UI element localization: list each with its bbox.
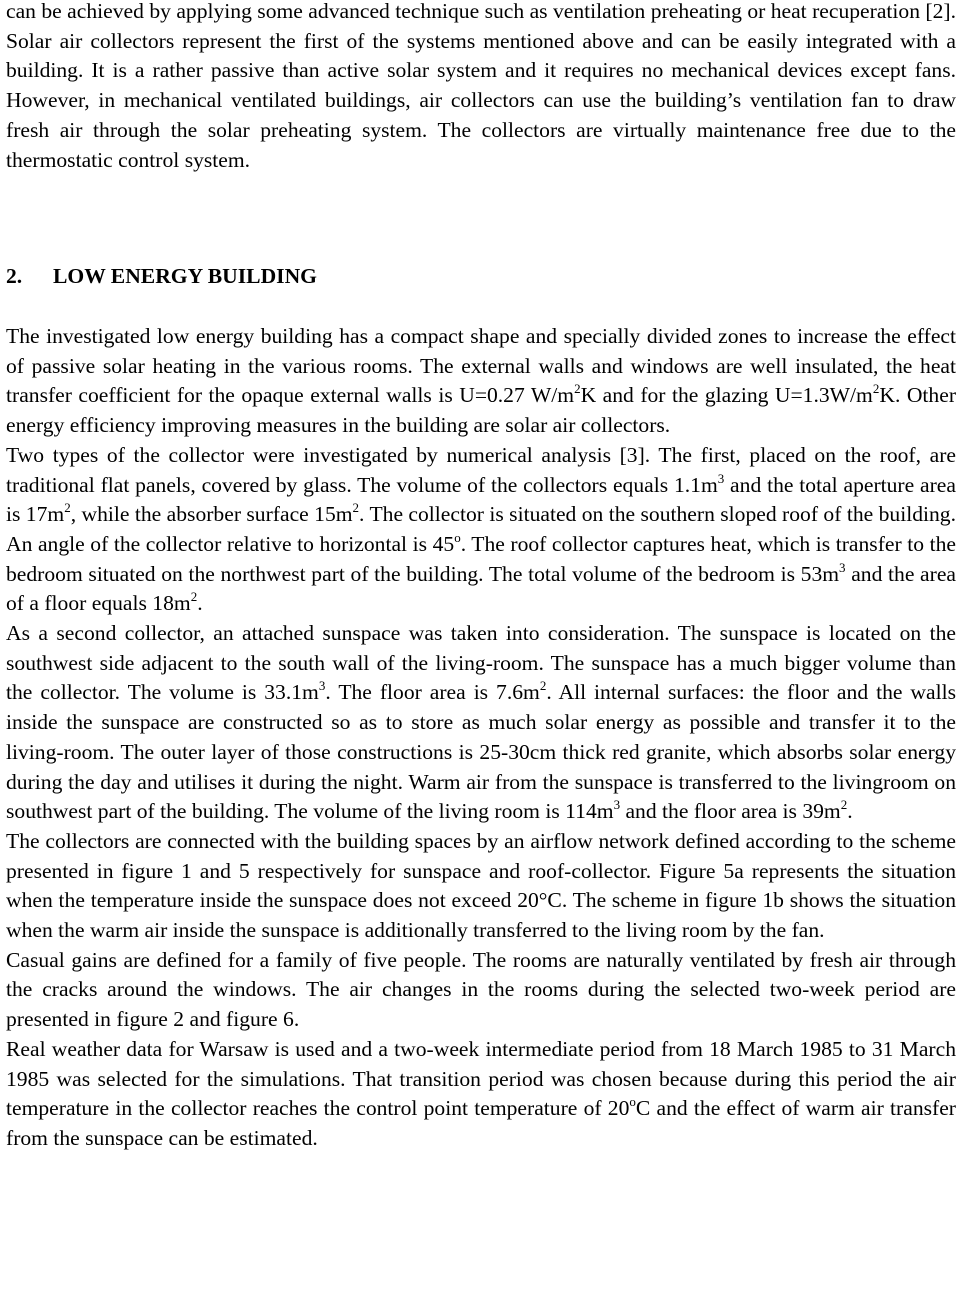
text-run: . All internal surfaces: the floor and the walls inside the sunspace are constructed so as to store as much solar energy as possible and transfer it to the living-room. The outer layer of those constructions is 25-30cm thick red granite, which absorbs solar energy during the day and utilises it during the night. Warm air from the sunspace is transferred to the livingroom on southwest part of the building. The volume of the living room is 114m — [6, 680, 956, 824]
section-title: LOW ENERGY BUILDING — [53, 264, 317, 288]
superscript: 3 — [318, 678, 326, 694]
text-run: . — [847, 799, 853, 824]
superscript: 2 — [539, 678, 547, 694]
text-run: , while the absorber surface 15m — [70, 502, 353, 527]
superscript: 2 — [190, 589, 198, 605]
section-heading — [6, 262, 317, 292]
text-run: and the floor area is 39m — [620, 799, 841, 824]
document-page — [6, 0, 957, 1150]
text-run: K and for the glazing U=1.3W/m — [580, 383, 873, 408]
paragraph-sunspace — [6, 619, 956, 827]
superscript: 3 — [839, 559, 846, 575]
superscript: 2 — [574, 381, 581, 397]
text-run: C and the effect of warm air transfer from the sunspace can be estimated. — [6, 1096, 956, 1150]
paragraph-weather-data — [6, 1035, 956, 1154]
superscript: o — [629, 1094, 636, 1110]
text-run: . The floor area is 7.6m — [325, 680, 540, 705]
paragraph-roof-collector — [6, 441, 956, 619]
text-run: K. Other energy efficiency improving measures in the building are solar air collectors. — [6, 383, 957, 438]
text-run: The investigated low energy building has a compact shape and specially divided zones to increase the effect of passive solar heating in the various rooms. The external walls and windows are well insulated, the heat transfer coefficient for the opaque external walls is U=0.27 W/m — [6, 324, 956, 408]
section-number: 2. — [6, 264, 23, 288]
paragraph-airflow-network: The collectors are connected with the building spaces by an airflow network defined according to the scheme presented in figure 1 and 5 respectively for sunspace and roof-collector. Figure 5a represents the situation when the temperature inside the sunspace does not exceed 20°C. The scheme in figure 1b shows the situation when the warm air inside the sunspace is additionally transferred to the living room by the fan. — [6, 828, 956, 943]
intro-paragraph: can be achieved by applying some advanced technique such as ventilation preheating or heat recuperation [2]. Solar air collectors represent the first of the systems mentioned above and can be easily integrated with a building. It is a rather passive than active solar system and it requires no mechanical devices except fans. However, in mechanical ventilated buildings, air collectors can use the building’s ventilation fan to draw fresh air through the solar preheating system. The collectors are virtually maintenance free due to the thermostatic control system. — [6, 0, 956, 172]
text-run: . The roof collector captures heat, which is transfer to the bedroom situated on the northwest part of the building. The total volume of the bedroom is 53m — [6, 531, 956, 586]
superscript: 3 — [613, 797, 621, 813]
superscript: 2 — [64, 500, 71, 516]
text-run: As a second collector, an attached sunspace was taken into consideration. The sunspace is located on the southwest side adjacent to the south wall of the living-room. The sunspace has a much bigger volume than the collector. The volume is 33.1m — [6, 621, 956, 705]
text-run: and the total aperture area is 17m — [6, 472, 956, 527]
text-run: and the area of a floor equals 18m — [6, 561, 956, 616]
superscript: 2 — [352, 500, 360, 516]
text-run: . The collector is situated on the southern sloped roof of the building. An angle of the collector relative to horizontal is 45 — [6, 502, 956, 556]
superscript: 2 — [872, 381, 880, 397]
text-run: Real weather data for Warsaw is used and a two-week intermediate period from 18 March 1985 to 31 March 1985 was selected for the simulations. That transition period was chosen because during this period the air temperature in the collector reaches the control point temperature of 20 — [6, 1036, 956, 1121]
superscript: o — [454, 529, 461, 545]
superscript: 2 — [840, 797, 848, 813]
paragraph-casual-gains: Casual gains are defined for a family of five people. The rooms are naturally ventilated by fresh air through the cracks around the windows. The air changes in the rooms during the selected two-week period are presented in figure 2 and figure 6. — [6, 947, 956, 1032]
superscript: 3 — [717, 470, 725, 486]
text-run: . — [197, 591, 203, 616]
paragraph-building-description — [6, 322, 956, 441]
section-body — [6, 322, 956, 1154]
text-run: Two types of the collector were investigated by numerical analysis [3]. The first, placed on the roof, are traditional flat panels, covered by glass. The volume of the collectors equals 1.1m — [6, 442, 956, 497]
